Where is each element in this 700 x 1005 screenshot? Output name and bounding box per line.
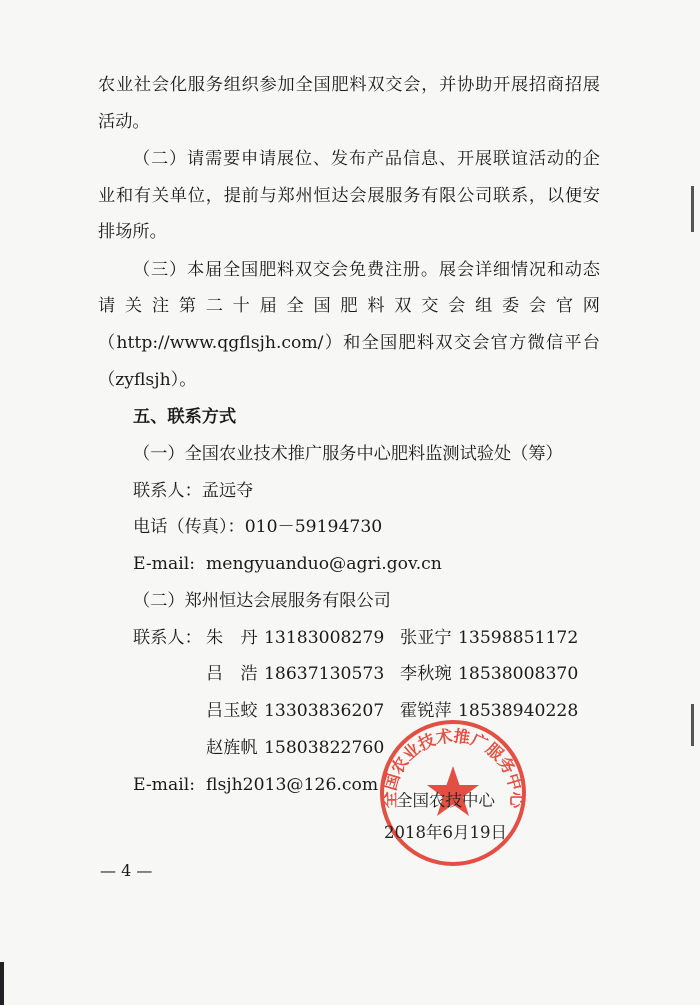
email-label-2: E-mail:: [133, 775, 196, 795]
scan-edge-mark: [691, 704, 694, 746]
contact-name: 赵旌帆: [206, 738, 258, 758]
body-line-7: 请关注第二十届全国肥料双交会组委会官网: [98, 296, 600, 316]
body-line-9: （zyflsjh）。: [98, 370, 197, 390]
signature-date: 2018年6月19日: [384, 823, 507, 842]
contact-phone: 13183008279: [264, 628, 385, 648]
contact-phone: 13303836207: [264, 701, 385, 721]
signature-org: 全国农技中心: [396, 791, 495, 810]
contact-phone: 18637130573: [264, 664, 385, 684]
section-heading: 五、联系方式: [133, 407, 237, 427]
phone-fax-1: 电话（传真）：010－59194730: [133, 517, 383, 537]
body-line-8: （http://www.qgflsjh.com/）和全国肥料双交会官方微信平台: [98, 333, 600, 353]
contact-name: 张亚宁: [400, 628, 452, 648]
contact-phone: 18538940228: [458, 701, 579, 721]
body-line-6: （三）本届全国肥料双交会免费注册。展会详细情况和动态: [133, 260, 600, 280]
body-line-3: （二）请需要申请展位、发布产品信息、开展联谊活动的企: [133, 149, 600, 169]
body-line-5: 排场所。: [98, 222, 167, 242]
page-number: — 4 —: [100, 861, 153, 880]
contact-name: 霍锐萍: [400, 701, 452, 721]
scan-edge-mark: [0, 962, 4, 1005]
body-line-4: 业和有关单位，提前与郑州恒达会展服务有限公司联系，以便安: [98, 186, 600, 206]
email-value-1: mengyuanduo@agri.gov.cn: [206, 554, 442, 574]
email-value-2: flsjh2013@126.com: [206, 775, 379, 795]
contact-phone: 15803822760: [264, 738, 385, 758]
contact-name: 吕 浩: [206, 664, 258, 684]
contact-person-1: 联系人：孟远夺: [133, 481, 254, 501]
seal-text: 全国农业技术推广服务中心: [379, 726, 527, 809]
contact-name: 朱 丹: [206, 628, 258, 648]
body-line-1: 农业社会化服务组织参加全国肥料双交会，并协助开展招商招展: [98, 75, 600, 95]
body-line-2: 活动。: [98, 112, 150, 132]
contact-phone: 18538008370: [458, 664, 579, 684]
email-label-1: E-mail:: [133, 554, 196, 574]
scan-edge-mark: [691, 186, 694, 232]
contact-name: 吕玉蛟: [206, 701, 258, 721]
contacts-label: 联系人：: [133, 628, 202, 648]
org-1-name: （一）全国农业技术推广服务中心肥料监测试验处（筹）: [133, 444, 563, 464]
contact-name: 李秋琬: [400, 664, 452, 684]
org-2-name: （二）郑州恒达会展服务有限公司: [133, 591, 391, 611]
contact-phone: 13598851172: [458, 628, 579, 648]
